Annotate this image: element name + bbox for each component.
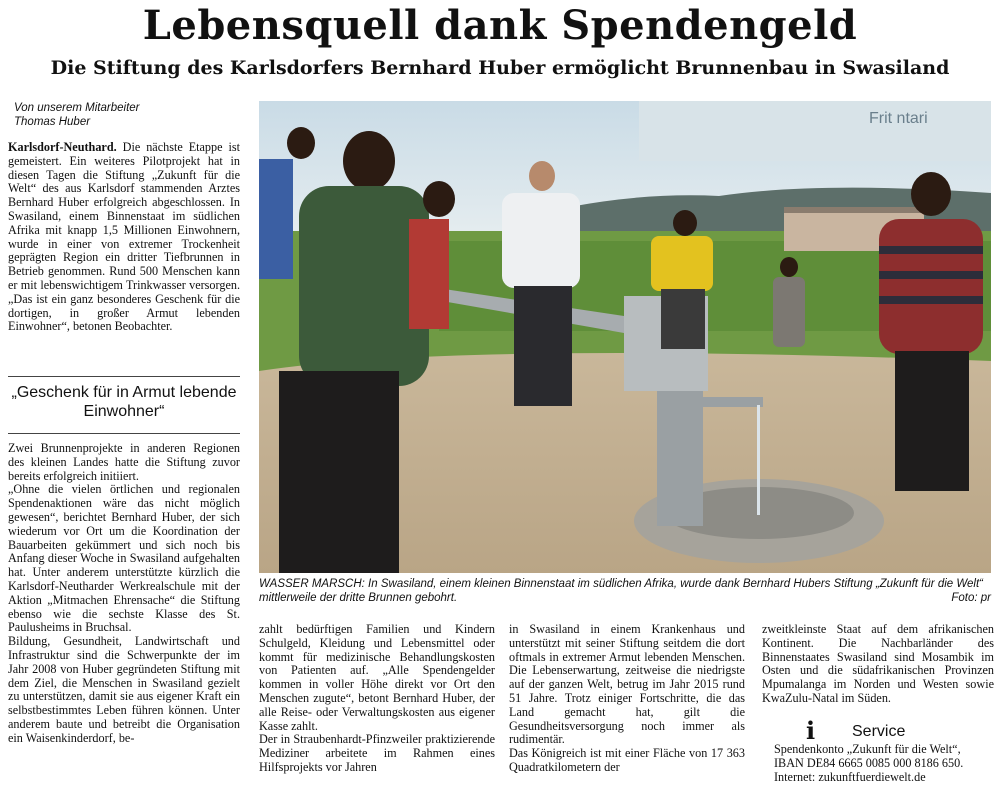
service-title: Service — [852, 723, 906, 740]
divider-bottom — [8, 433, 240, 434]
house-roof — [784, 207, 924, 213]
paragraph: „Ohne die vielen örtlichen und regionalen Spendenaktionen wäre das nicht möglich gewesen“, berichtet Bernhard Huber, der sich wiederum vor Ort um die Koordination der Bauarbeiten gekümmert und sich noch bis Anfang dieser Woche in Swasiland aufgehalten hat. Unter anderem unterstützte kürzlich die Karlsdorf-Neutharder Werkrealschule mit der Aktion „Mitmachen Ehrensache“ die Stiftung ebenso wie die sechste Klasse des St. Paulusheims in Bruchsal. — [8, 482, 240, 635]
paragraph: Zwei Brunnenprojekte in anderen Regionen des kleinen Landes hatte die Stiftung zuvor bereits erfolgreich initiiert. — [8, 441, 240, 483]
column-3 — [509, 623, 745, 775]
column-2 — [259, 623, 495, 775]
headline: Lebensquell dank Spendengeld — [142, 2, 858, 49]
divider-top — [8, 376, 240, 377]
paragraph: zahlt bedürftigen Familien und Kindern Schulgeld, Kleidung und Lebensmittel oder kommt für medizinische Behandlungskosten von Patienten auf. „Alle Spendengelder kommen in voller Höhe direkt vor Ort den Menschen zugute“, betont Bernhard Huber, der alle Reise- oder Verwaltungskosten aus eigener Kasse zahlt. — [259, 622, 495, 733]
byline — [14, 101, 244, 129]
photo-illustration — [259, 101, 991, 573]
photo-caption — [259, 577, 991, 605]
byline-role: Von unserem Mitarbeiter — [14, 102, 140, 114]
subheadline: Die Stiftung des Karlsdorfers Bernhard Huber ermöglicht Brunnenbau in Swasiland — [50, 57, 950, 79]
paragraph: Der in Straubenhardt-Pfinzweiler praktizierende Mediziner arbeitete im Rahmen eines Hilfsprojekts vor Jahren — [259, 732, 495, 774]
byline-author: Thomas Huber — [14, 116, 91, 128]
pull-quote: „Geschenk für in Armut lebende Einwohner“ — [11, 384, 237, 420]
column-4 — [762, 623, 994, 706]
info-icon: i — [806, 716, 816, 745]
service-box — [762, 716, 994, 784]
donation-account: Spendenkonto „Zukunft für die Welt“, — [774, 742, 961, 756]
caption-text: WASSER MARSCH: In Swasiland, einem kleinen Binnenstaat im südlichen Afrika, wurde dank Bernhard Hubers Stiftung „Zukunft für die Welt“ mittlerweile der dritte Brunnen gebohrt. — [259, 578, 983, 604]
article-photo — [259, 101, 991, 573]
lead-paragraph — [8, 141, 240, 334]
paragraph: in Swasiland in einem Krankenhaus und unterstützt mit seiner Stiftung seitdem die dort oftmals in extremer Armut lebenden Menschen. Die Lebenserwartung, zeitweise die niedrigste auf der ganzen Welt, betrug im Jahr 2015 rund 51 Jahre. Trotz einiger Fortschritte, die das Land gemacht hat, gilt die Gesundheitsversorgung noch immer als rudimentär. — [509, 622, 745, 747]
billboard — [639, 101, 991, 161]
pump-spout — [703, 397, 763, 407]
photo-credit: Foto: pr — [951, 592, 991, 604]
water-stream — [757, 405, 760, 515]
lead-text: Die nächste Etappe ist gemeistert. Ein weiteres Pilotprojekt hat in diesen Tagen die Stiftung „Zukunft für die Welt“ des aus Karlsdorf stammenden Arztes Bernhard Huber erfolgreich abgeschlossen. In Swasiland, einem Binnenstaat im südlichen Afrika mit knapp 1,5 Millionen Einwohnern, wurde in einer von extremer Trockenheit geprägten Region ein dritter Tiefbrunnen in Betrieb genommen. Rund 500 Menschen kann er mit lebenswichtigem Trinkwasser versorgen. „Das ist ein ganz besonderes Geschenk für die dortigen, in großer Armut lebenden Einwohner“, betonen Beobachter. — [8, 140, 241, 334]
iban: IBAN DE84 6665 0085 000 8186 650. — [774, 755, 964, 770]
dateline-place: Karlsdorf-Neuthard. — [8, 140, 117, 154]
billboard-text: Frit ntari — [869, 110, 928, 127]
paragraph: Bildung, Gesundheit, Landwirtschaft und Infrastruktur sind die Schwerpunkte der im Jahr 2008 von Huber gegründeten Stiftung mit dem Ziel, die Menschen in Swasiland gezielt zu unterstützen, damit sie aus eigener Kraft ein selbstbestimmtes Leben führen können. Unter anderem baute und betreibt die Organisation ein Waisenkinderdorf, be- — [8, 634, 240, 745]
column-1 — [8, 442, 240, 746]
paragraph: Das Königreich ist mit einer Fläche von 17 363 Quadratkilometern der — [509, 746, 745, 774]
website-link[interactable]: Internet: zukunftfuerdiewelt.de — [774, 769, 926, 784]
pump-pipe — [657, 381, 703, 526]
paragraph: zweitkleinste Staat auf dem afrikanischen Kontinent. Die Nachbarländer des Binnenstaates Swasiland sind Mosambik im Osten und die südafrikanischen Provinzen Mpumalanga im Norden und Westen sowie KwaZulu-Natal im Süden. — [762, 622, 994, 705]
